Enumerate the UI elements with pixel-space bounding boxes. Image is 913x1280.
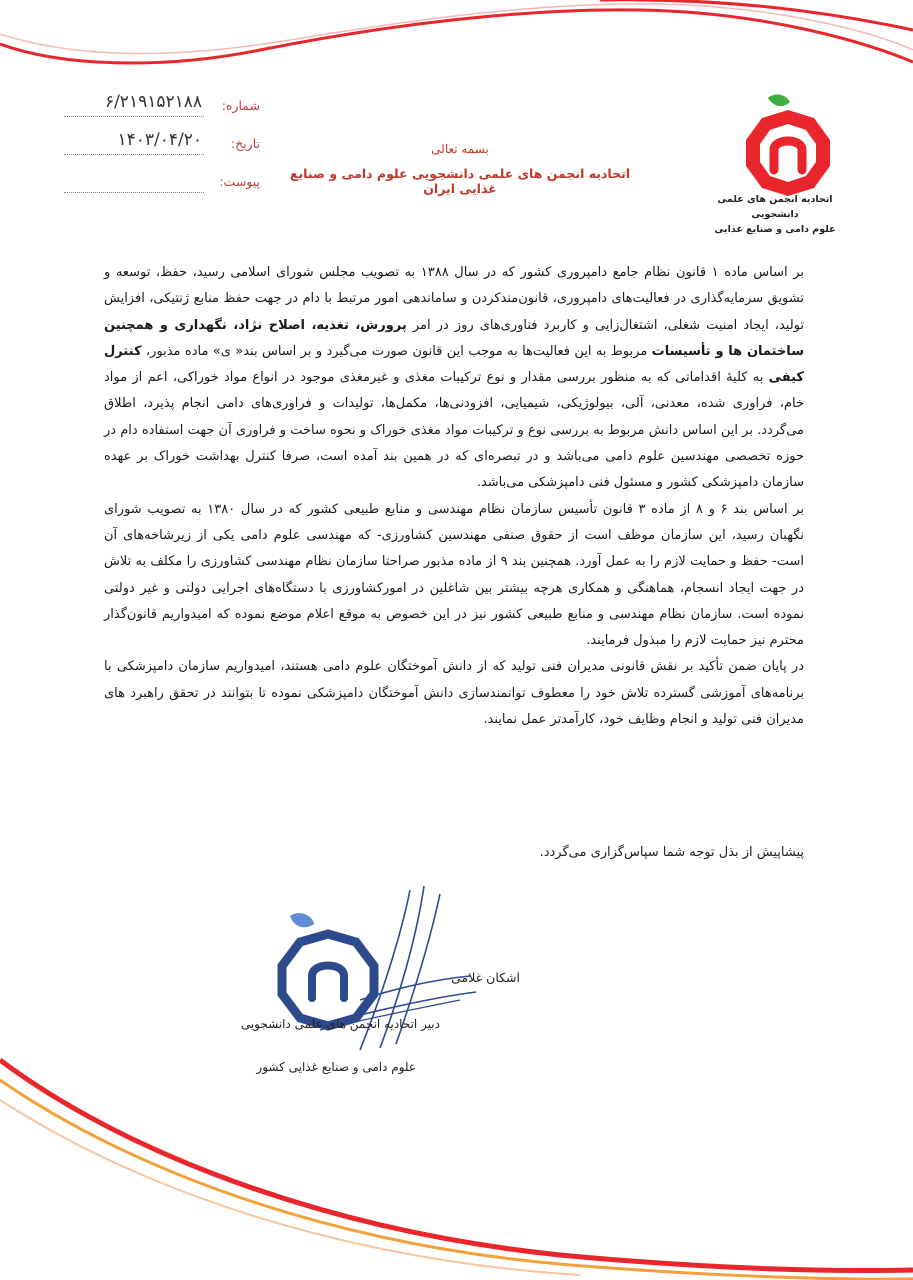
- letter-body: [104, 260, 804, 733]
- paragraph-2: بر اساس بند ۶ و ۸ از ماده ۳ قانون تأسیس سازمان نظام مهندسی و منابع طبیعی کشور که در سال ۱۳۸۰ به تصویب شورای نگهبان رسید، این سازمان موظف است از حقوق صنفی مهندسین کشاورزی- که مهندسی علوم دامی یکی از زیرشاخه‌های آن است- حفظ و حمایت لازم را به عمل آورد. همچنین بند ۹ از ماده مذبور صراحتا سازمان نظام مهندسی کشاورزی را مکلف به تلاش در جهت ایجاد انسجام، هماهنگی و همکاری هرچه بیشتر بین شاغلین در امورکشاورزی با دستگاه‌های اجرایی دولتی و غیر دولتی نموده است. سازمان نظام مهندسی و منابع طبیعی کشور نیز در این خصوص به موقع اعلام موضع نموده که امیدواریم قانون‌گذار محترم نیز حمایت لازم را مبذول فرمایند.: [104, 501, 805, 649]
- paragraph-3: در پایان ضمن تأکید بر نقش قانونی مدیران فنی تولید که از دانش آموختگان علوم دامی هستند، امیدواریم سازمان دامپزشکی با برنامه‌های آموزشی گسترده تلاش خود را معطوف توانمندسازی دانش آموختگان دامپزشکی نموده تا بتوانند در تحقق راهبرد های مدیران فنی تولید و انجام وظایف خود، کارآمدتر عمل نمایند.: [104, 659, 804, 728]
- date-row: [60, 130, 260, 168]
- logo-caption-line2: علوم دامی و صنایع غذایی: [714, 224, 836, 235]
- number-value: ۶/۲۱۹۱۵۲۱۸۸: [104, 92, 202, 112]
- number-label: شماره:: [221, 98, 260, 113]
- signer-name: اشکان غلامی: [451, 970, 520, 985]
- p1-bold-2: کنترل کیفی: [104, 343, 804, 386]
- closing-line: پیشاپیش از بذل توجه شما سپاس‌گزاری می‌گردد.: [539, 845, 804, 860]
- letter-meta: [60, 92, 260, 206]
- attachment-row: [60, 168, 260, 206]
- attachment-dots: [64, 192, 204, 193]
- logo-caption: [700, 192, 850, 237]
- number-row: [60, 92, 260, 130]
- signer-title-line2: علوم دامی و صنایع غذایی کشور: [256, 1060, 416, 1074]
- org-logo: [738, 92, 838, 202]
- org-title: اتحادیه انجمن های علمی دانشجویی علوم دامی و صنایع غذایی ایران: [289, 166, 631, 196]
- number-dots: [64, 116, 204, 117]
- attachment-label: پیوست:: [219, 174, 260, 189]
- basmala: بسمه تعالی: [431, 142, 489, 156]
- date-value: ۱۴۰۳/۰۴/۲۰: [117, 130, 202, 150]
- p1-bold-1: پرورش، تغذیه، اصلاح نژاد، نگهداری و همچنین ساختمان ها و تأسیسات: [104, 317, 804, 359]
- p1-text-b: مربوط به این فعالیت‌ها به موجب این قانون صورت می‌گیرد و بر اساس بند« ی» ماده مذبور،: [141, 343, 652, 359]
- signer-title-line1: دبیر اتحادیه انجمن های علمی دانشجویی: [240, 1017, 440, 1031]
- date-label: تاریخ:: [230, 136, 260, 151]
- logo-caption-line1: اتحادیه انجمن های علمی دانشجویی: [717, 194, 833, 220]
- p1-text-c: به کلیۀ اقداماتی که به منظور بررسی مقدار و نوع ترکیبات مغذی و غیرمغذی موجود در انواع مواد خوراکی، اعم از مواد خام، فراوری شده، معدنی، آلی، بیولوژیکی، شیمیایی، افزودنی‌ها، مکمل‌ها، تولیدات و فراوری‌های دامی انجام پذیرد، اطلاق می‌گردد. بر این اساس دانش مربوط به بررسی نوع و ترکیبات مواد مغذی خوراک و نحوه ساخت و فراوری آن جهت استفاده دام در حوزه تخصصی مهندسین علوم دامی می‌باشد و در تبصره‌ای که در همین بند آمده است، صرفا کنترل بهداشت خوراک بر عهده سازمان دامپزشکی کشور و مسئول فنی دامپزشکی می‌باشد.: [104, 370, 804, 491]
- letter-header: [270, 142, 650, 196]
- p1-text-a: بر اساس ماده ۱ قانون نظام جامع دامپروری کشور که در سال ۱۳۸۸ به تصویب مجلس شورای اسلامی رسید، حفظ، توسعه و تشویق سرمایه‌گذاری در فعالیت‌های دامپروری، قانون‌مندکردن و ساماندهی امور مرتبط با دام در جهت حفظ منابع ژنتیکی، افزایش تولید، ایجاد امنیت شغلی، اشتغال‌زایی و کاربرد فناوری‌های روز در امر: [104, 265, 805, 333]
- paragraph-1: [104, 260, 804, 497]
- date-dots: [64, 154, 204, 155]
